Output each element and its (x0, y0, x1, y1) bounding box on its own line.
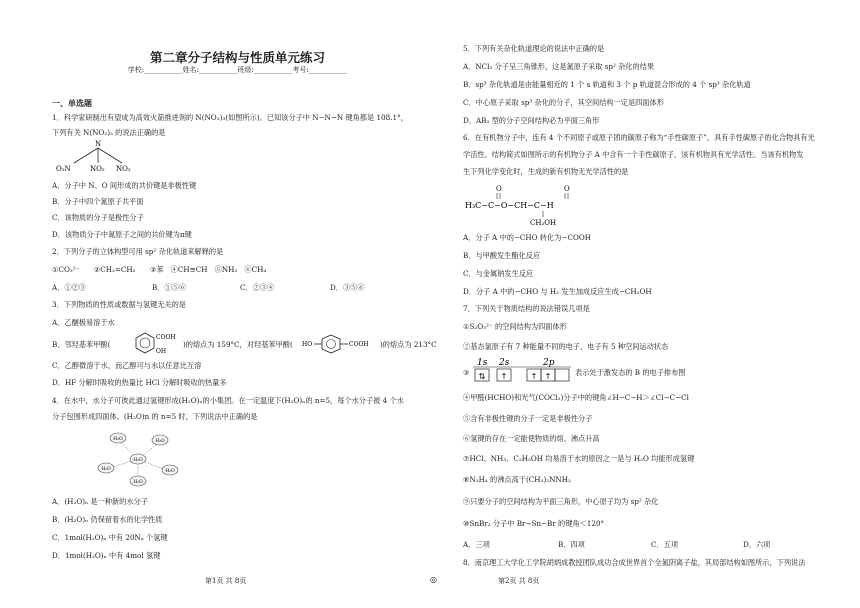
orbital-label-1s: 1s (477, 358, 488, 368)
water-molecule-label: H₂O (101, 467, 111, 472)
page-2-footer: 第2页 共 8页 (498, 577, 540, 585)
orbital-label-2s: 2s (499, 358, 510, 368)
q4-option-c: C．1mol(H₂O)ₙ 中有 20Nₐ 个氢键 (52, 533, 168, 542)
molecule-main-chain: H₃C−C−O−CH−C−H (465, 201, 554, 210)
organic-molecule-a-structure (463, 183, 613, 227)
q2-stem: 2．下列分子的立体构型可用 sp² 杂化轨道来解释的是 (52, 247, 224, 256)
q6-stem-line1: 6．在有机物分子中，连有 4 个不同原子或原子团的碳原子称为“手性碳原子”，具有手性碳原子的化合物具有光 (463, 133, 815, 142)
q6-option-a: A．分子 A 中的−CHO 转化为−COOH (463, 233, 591, 242)
q7-statement-3-suffix: 表示处于激发态的 B 的电子排布图 (575, 368, 686, 377)
q5-option-d: D．AB₃ 型的分子空间结构必为平面三角形 (463, 116, 600, 125)
q5-option-a: A．NCl₃ 分子呈三角锥形，这是氮原子采取 sp² 杂化的结果 (463, 62, 655, 71)
q6-stem-line2: 学活性。结构简式如图所示的有机物分子 A 中含有一个手性碳原子，该有机物具有光学活性。当该有机物发 (463, 150, 804, 159)
struct-left: O₂N (56, 165, 71, 173)
q1-stem-line1: 1．科学家研制出有望成为高效火箭推进剂的 N(NO₂)₃(如图所示)。已知该分子中 N−N−N 键角都是 108.1°， (52, 113, 408, 122)
q4-option-a: A．(H₂O)ₙ 是一种新的水分子 (52, 497, 148, 506)
electron-orbital-diagram (473, 356, 573, 384)
page-1-footer: 第1页 共 8页 (205, 577, 247, 585)
q4-option-d: D．1mol(H₂O)ₙ 中有 4mol 氢键 (52, 551, 161, 560)
q5-stem: 5．下列有关杂化轨道理论的说法中正确的是 (463, 44, 605, 53)
water-cluster-diagram (88, 428, 188, 490)
center-circle-icon: ◎ (430, 575, 437, 584)
q4-stem-line1: 4．在水中，水分子可彼此通过氢键形成(H₂O)ₙ的小集团。在一定温度下(H₂O)ₙ的 n=5，每个水分子被 4 个水 (52, 396, 404, 405)
molecule-substituent: CH₂OH (530, 219, 557, 227)
q7-statement-3-prefix: ③ (463, 368, 470, 377)
page-1 (40, 0, 435, 608)
q6-option-d: D．分子 A 中的−CHO 与 H₂ 发生加成反应生成−CH₂OH (463, 287, 652, 296)
q3-option-c: C．乙醇微溶于水，而乙醇可与水以任意比互溶 (52, 361, 202, 370)
q6-option-c: C．与金属钠发生反应 (463, 269, 534, 278)
ring-oh-label: OH (156, 348, 167, 355)
q8-stem: 8．南京理工大学化工学院胡炳成教授团队成功合成世界首个全氮阴离子盐，其局部结构如图所示，下列说法 (463, 558, 806, 567)
q7-statement-7: ⑦HCl、NH₃、C₂H₅OH 均易溶于水的原因之一是与 H₂O 均能形成氢键 (463, 454, 695, 463)
struct-center: N (95, 140, 102, 148)
q3-option-d: D．HF 分解时吸收的热量比 HCl 分解时吸收的热量多 (52, 378, 227, 387)
q5-option-c: C．中心原子采取 sp³ 杂化的分子，其空间结构一定是四面体形 (463, 98, 664, 107)
struct-right: NO₂ (116, 165, 131, 173)
q6-option-b: B．与甲酸发生酯化反应 (463, 251, 541, 260)
water-molecule-label: H₂O (113, 437, 123, 442)
q1-option-d: D．该物质分子中氮原子之间的共价键为π键 (52, 230, 192, 239)
svg-text:↑: ↑ (544, 372, 552, 381)
q4-option-b: B．(H₂O)ₙ 仍保留着水的化学性质 (52, 515, 163, 524)
q3-option-b-part3: )的熔点为 213°C (380, 340, 437, 349)
water-molecule-label: H₂O (133, 480, 143, 485)
carbonyl-o-label: O (496, 185, 502, 193)
q7-statement-6: ⑥氢键的存在一定能使物质的熔、沸点升高 (463, 434, 600, 443)
q7-option-c: C．五项 (651, 540, 679, 549)
q7-statement-8: ⑧N₂H₄ 的沸点高于(CH₃)₂NNH₂ (463, 475, 571, 484)
student-info-line: 学校:___________姓名:___________班级:___________考号:___________ (127, 66, 348, 74)
water-molecule-label: H₂O (133, 458, 143, 463)
svg-text:↑: ↑ (530, 372, 538, 381)
q7-stem: 7．下列关于物质结构的说法错误几项是 (463, 304, 590, 313)
water-molecule-label: H₂O (155, 439, 165, 444)
q7-statement-10: ⑩SnBr₂ 分子中 Br−Sn−Br 的键角＜120° (463, 519, 605, 528)
q3-option-b-part1: B．邻羟基苯甲酸( (52, 340, 111, 349)
q2-option-d: D．③⑤⑥ (330, 283, 365, 292)
q7-option-b: B．四项 (558, 540, 585, 549)
aldehyde-o-label: O (564, 185, 570, 193)
orbital-label-2p: 2p (543, 358, 555, 368)
q7-statement-4: ④甲醛(HCHO)和光气(COCl₂)分子中的键角∠H−C−H＞∠Cl−C−Cl (463, 393, 689, 402)
q1-option-b: B．分子中四个氮原子共平面 (52, 197, 144, 206)
q1-option-c: C．该物质的分子是极性分子 (52, 213, 144, 222)
ring-cooh2-label: COOH (349, 341, 369, 348)
q7-option-d: D．六项 (743, 540, 771, 549)
q7-option-a: A．三项 (463, 540, 490, 549)
q2-option-c: C．②③④ (240, 283, 275, 292)
q2-option-b: B．①⑤⑥ (152, 283, 187, 292)
ring-ho-label: HO (302, 341, 313, 348)
q3-stem: 3．下列物质的性质或数据与氢键无关的是 (52, 300, 186, 309)
q2-items: ①CO₃²⁻ ②CH₂=CH₂ ③苯 ④CH≡CH ⑤NH₃ ⑥CH₄ (52, 265, 267, 274)
q3-option-a: A．乙醚极易溶于水 (52, 318, 115, 327)
page-title: 第二章分子结构与性质单元练习 (149, 50, 325, 65)
q7-statement-9: ⑨只要分子的空间结构为平面三角形，中心原子均为 sp² 杂化 (463, 497, 659, 506)
q1-option-a: A．分子中 N、O 间形成的共价键是非极性键 (52, 181, 197, 190)
svg-text:↑: ↑ (500, 372, 508, 381)
q6-stem-line3: 生下列化学变化时，生成的新有机物无光学活性的是 (463, 167, 629, 176)
q2-option-a: A．①②③ (52, 283, 86, 292)
struct-mid: NO₂ (90, 165, 105, 173)
q1-stem-line2: 下列有关 N(NO₂)₃ 的说法正确的是 (52, 128, 166, 137)
ring-cooh-label: COOH (156, 334, 176, 341)
ortho-hydroxybenzoic-acid-ring (132, 330, 182, 358)
section-heading: 一、单选题 (52, 98, 92, 108)
q5-option-b: B．sp³ 杂化轨道是由能量相近的 1 个 s 轨道和 3 个 p 轨道混合形成的 4 个 sp³ 杂化轨道 (463, 80, 751, 89)
para-hydroxybenzoic-acid-ring (302, 333, 382, 355)
page-2 (463, 0, 835, 608)
svg-text:⇅: ⇅ (478, 372, 486, 381)
n-no2-3-structure (54, 139, 144, 175)
water-molecule-label: H₂O (165, 469, 175, 474)
q7-statement-2: ②基态氯原子有 7 种能量不同的电子，电子有 5 种空间运动状态 (463, 342, 669, 351)
q7-statement-5: ⑤含有非极性键的分子一定是非极性分子 (463, 414, 593, 423)
q7-statement-1: ①S₂O₃²⁻ 的空间结构为四面体形 (463, 322, 567, 331)
q3-option-b-part2: )的熔点为 159°C，对羟基苯甲酸( (183, 340, 293, 349)
q4-stem-line2: 分子包围形成四面体。(H₂O)n 的 n=5 时，下列说法中正确的是 (52, 412, 258, 421)
